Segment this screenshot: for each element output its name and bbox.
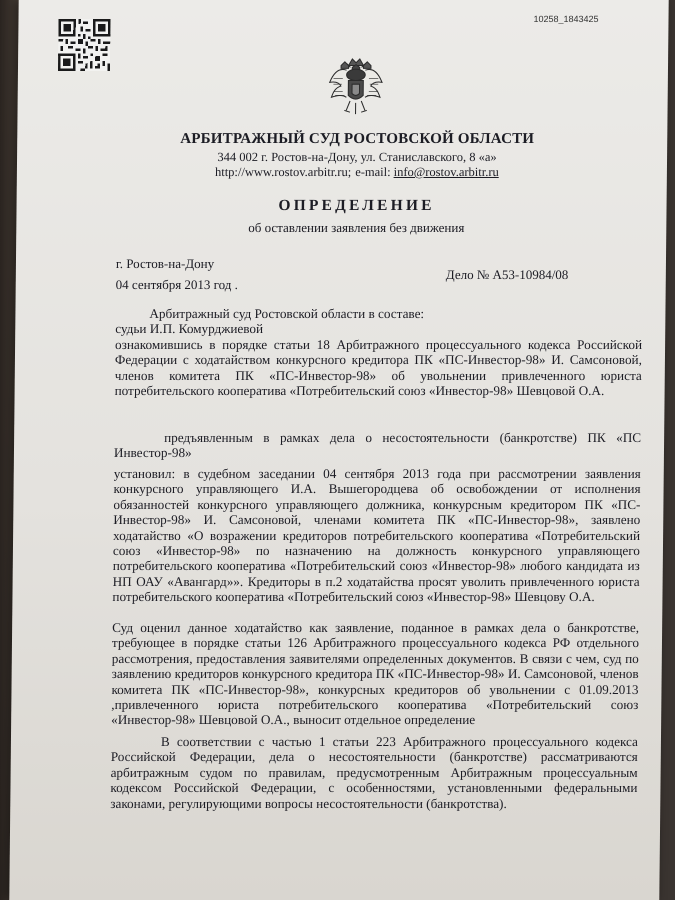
- paragraph-established: установил: в судебном заседании 04 сентября 2013 года при рассмотрении заявления конкурсного управляющего И.А. Вышегородцева об освобождении от исполнения обязанностей конкурсного управляющего должника, конкурсным кредитором ПК «ПС-Инвестор-98» И. Самсоновой, членами комитета ПК «ПС-Инвестор-98», заявлено ходатайство «О возражении кредиторов потребительского кооператива «Потребительский союз «Инвестор-98» по назначению на должность конкурсного управляющего потребительского кооператива «Потребительский союз «Инвестор-98» любого кандидата из НП ОАУ «Авангард»». Кредиторы в п.2 ходатайства просят уволить привлеченного юриста потребительского кооператива «Потребительский союз «Инвестор-98» Шевцову О.А.: [112, 466, 641, 605]
- document-subtitle: об оставлении заявления без движения: [248, 220, 465, 235]
- document-id: 10258_1843425: [533, 14, 599, 24]
- email-label: e-mail:: [355, 165, 391, 179]
- court-email-link[interactable]: info@rostov.arbitr.ru: [393, 165, 499, 179]
- paragraph-familiarization: ознакомившись в порядке статьи 18 Арбитражного процессуального кодекса Российской Федерации с ходатайством конкурсного кредитора ПК «ПС-Инвестор-98» И. Самсоновой, членов комитета ПК «ПС-Инвестор-98» об увольнении привлеченного юриста потребительского кооператива «Потребительский союз «Инвестор-98» Шевцовой О.А.: [114, 336, 643, 399]
- paragraph-legal-basis: В соответствии с частью 1 статьи 223 Арбитражного процессуального кодекса Российской Федерации, дела о несостоятельности (банкротстве) рассматриваются арбитражным судом по правилам, предусмотренным Арбитражным процессуальным кодексом Российской Федерации, с особенностями, установленными федеральными законами, регулирующими вопросы несостоятельности (банкротства).: [110, 734, 639, 811]
- document-page: [9, 0, 668, 900]
- paragraph-court-assessment: Суд оценил данное ходатайство как заявление, поданное в рамках дела о банкротстве, требующее в порядке статьи 126 Арбитражного процессуального кодекса РФ отдельного рассмотрения, предоставления заявителями определенных документов. В связи с чем, суд по заявлению кредиторов конкурсного кредитора ПК «ПС-Инвестор-98» И. Самсоновой, членов комитета ПК «ПС-Инвестор-98», конкурсных кредиторов об увольнении с 01.09.2013 ,привлеченного юриста потребительского кооператива «Потребительский союз «Инвестор-98» Шевцовой О.А., выносит отдельное определение: [111, 620, 640, 728]
- court-name: АРБИТРАЖНЫЙ СУД РОСТОВСКОЙ ОБЛАСТИ: [180, 131, 535, 147]
- court-contacts: [17, 165, 669, 180]
- case-number: Дело № А53-10984/08: [445, 267, 569, 282]
- city: г. Ростов-на-Дону: [115, 256, 215, 271]
- qr-code-icon: [58, 19, 111, 71]
- judge-line: судьи И.П. Комурджиевой: [115, 321, 264, 337]
- court-address: 344 002 г. Ростов-на-Дону, ул. Станиславского, 8 «а»: [217, 150, 497, 164]
- court-website[interactable]: http://www.rostov.arbitr.ru;: [214, 165, 352, 179]
- court-composition-line: Арбитражный суд Ростовской области в составе:: [149, 306, 425, 321]
- document-date: 04 сентября 2013 год .: [115, 277, 239, 292]
- paragraph-case-context: [114, 430, 641, 461]
- paragraph-case-context-text: предъявленным в рамках дела о несостоятельности (банкротстве) ПК «ПС Инвестор-98»: [113, 430, 642, 461]
- document-type-title: ОПРЕДЕЛЕНИЕ: [278, 197, 435, 214]
- coat-of-arms-icon: [327, 56, 384, 118]
- paragraph-composition: [115, 306, 643, 398]
